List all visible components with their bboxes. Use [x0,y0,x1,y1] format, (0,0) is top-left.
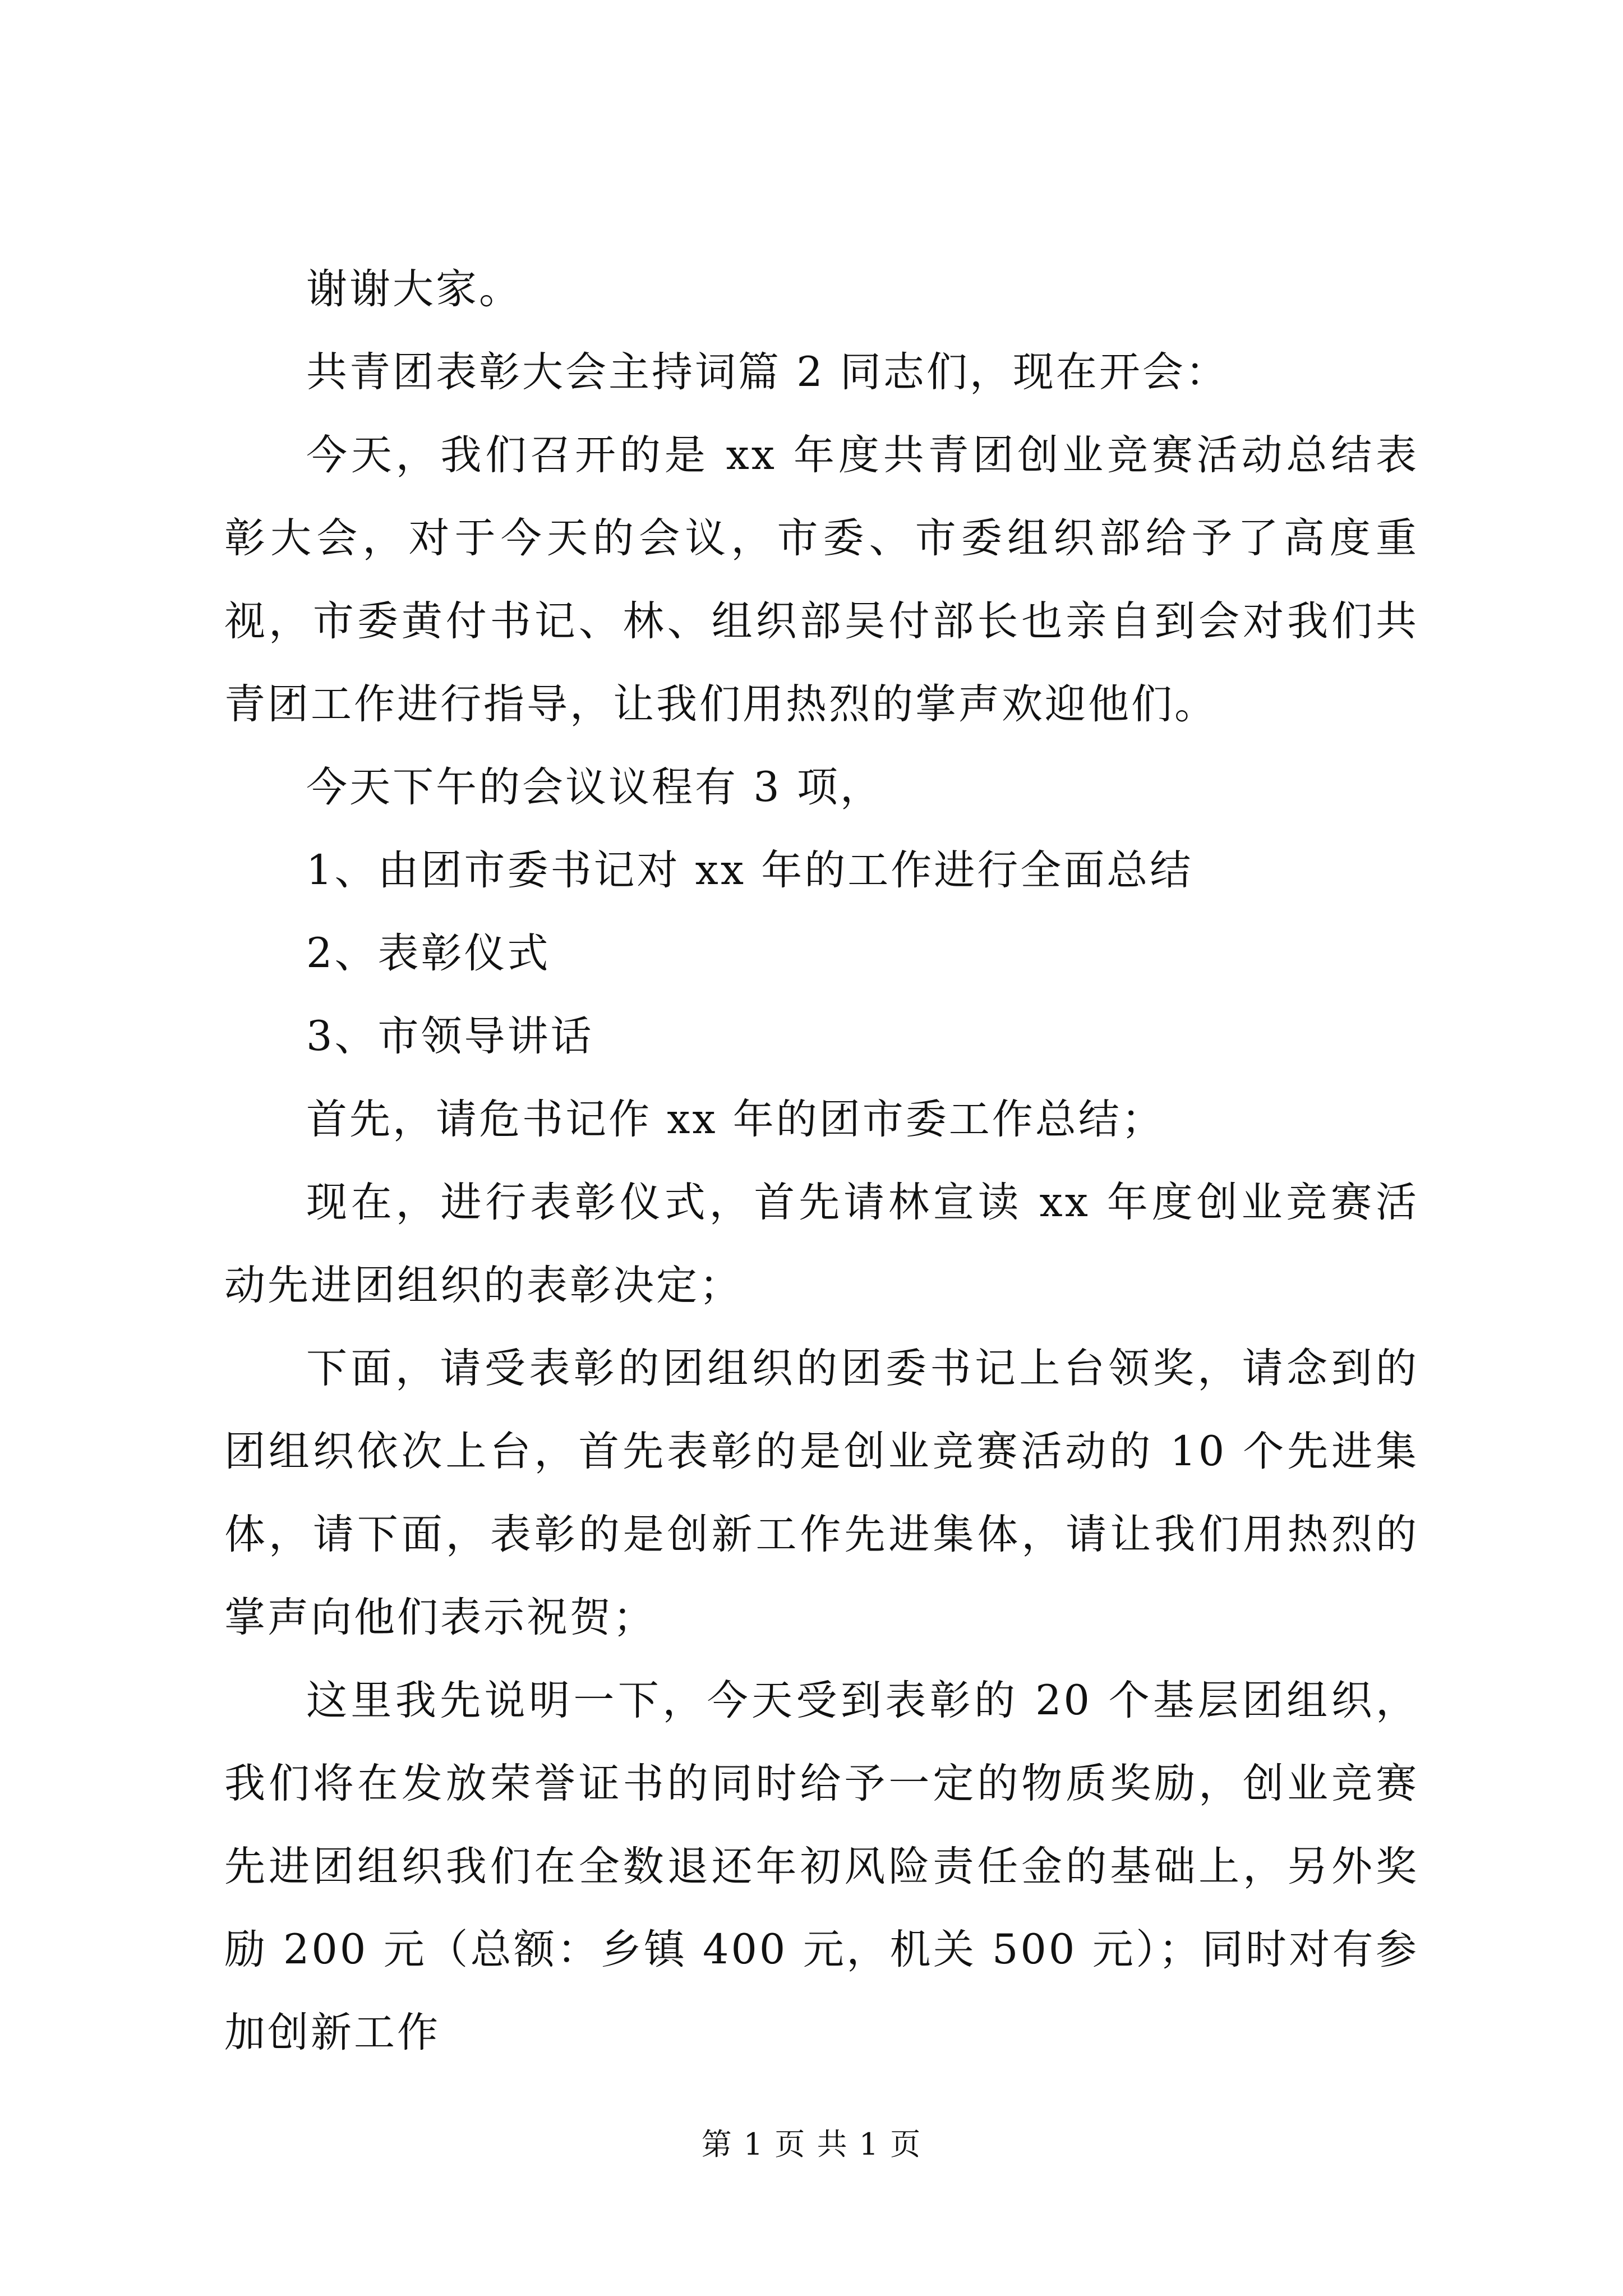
paragraph-opening: 共青团表彰大会主持词篇 2 同志们，现在开会： [306,348,1229,396]
paragraph-thanks: 谢谢大家。 [306,265,522,313]
agenda-item-2: 2、表彰仪式 [306,930,551,977]
paragraph-explanation: 这里我先说明一下，今天受到表彰的 20 个基层团组织，我们将在发放荣誉证书的同时给予一定的物质奖励，创业竞赛先进团组织我们在全数退还年初风险责任金的基础上，另外奖励 200 元（总额：乡镇 400 元，机关 500 元）；同时对有参加创新工作 [224,1677,1419,2056]
paragraph-meeting-intro: 今天，我们召开的是 xx 年度共青团创业竞赛活动总结表彰大会，对于今天的会议，市委、市委组织部给予了高度重视，市委黄付书记、林、组织部吴付部长也亲自到会对我们共青团工作进行指导，让我们用热烈的掌声欢迎他们。 [224,431,1419,728]
paragraph-awards: 下面，请受表彰的团组织的团委书记上台领奖，请念到的团组织依次上台，首先表彰的是创业竞赛活动的 10 个先进集体，请下面，表彰的是创新工作先进集体，请让我们用热烈的掌声向他们表示祝贺； [224,1345,1419,1641]
paragraph-ceremony: 现在，进行表彰仪式，首先请林宣读 xx 年度创业竞赛活动先进团组织的表彰决定； [224,1179,1419,1309]
agenda-item-1: 1、由团市委书记对 xx 年的工作进行全面总结 [306,846,1193,894]
paragraph-agenda-intro: 今天下午的会议议程有 3 项， [306,763,883,811]
agenda-item-3: 3、市领导讲话 [306,1013,594,1060]
page-footer: 第 1 页 共 1 页 [701,2127,922,2162]
paragraph-first-step: 首先，请危书记作 xx 年的团市委工作总结； [306,1096,1165,1143]
document-body [224,248,1419,2074]
